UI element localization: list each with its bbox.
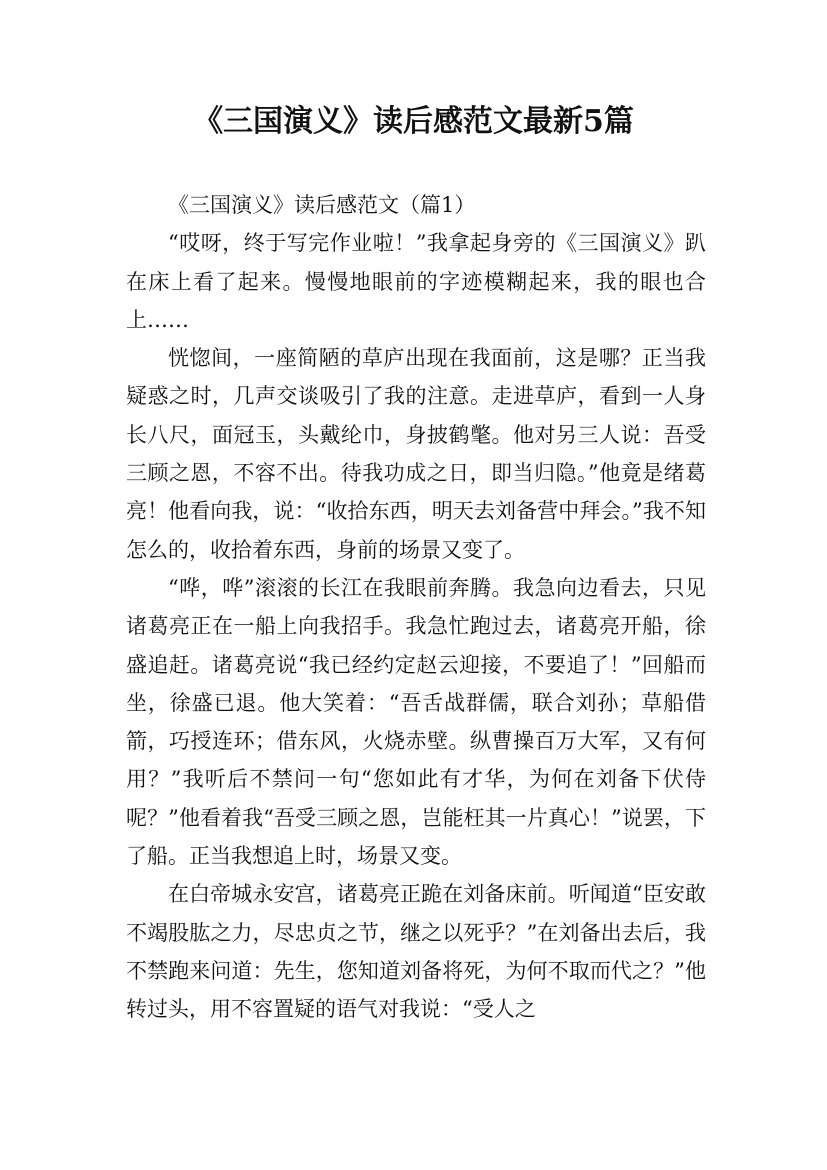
section-heading: 《三国演义》读后感范文（篇1） bbox=[168, 193, 476, 217]
document-title: 《三国演义》读后感范文最新5篇 bbox=[193, 104, 634, 139]
paragraph-3: “哗，哗”滚滚的长江在我眼前奔腾。我急向边看去，只见诸葛亮正在一船上向我招手。我急忙跑过去，诸葛亮开船，徐盛追赶。诸葛亮说“我已经约定赵云迎接，不要追了！”回船而坐，徐盛已退。他大笑着：“吾舌战群儒，联合刘孙；草船借箭，巧授连环；借东风，火烧赤壁。纵曹操百万大军，又有何用？”我听后不禁问一句“您如此有才华，为何在刘备下伏侍呢？”他看着我“吾受三顾之恩，岂能枉其一片真心！”说罢，下了船。正当我想追上时，场景又变。 bbox=[126, 575, 706, 869]
paragraph-4: 在白帝城永安宫，诸葛亮正跪在刘备床前。听闻道“臣安敢不竭股肱之力，尽忠贞之节，继之以死乎？”在刘备出去后，我不禁跑来问道：先生，您知道刘备将死，为何不取而代之？”他转过头，用不容置疑的语气对我说：“受人之 bbox=[126, 882, 706, 1022]
paragraph-1: “哎呀，终于写完作业啦！”我拿起身旁的《三国演义》趴在床上看了起来。慢慢地眼前的字迹模糊起来，我的眼也合上…… bbox=[126, 231, 706, 332]
paragraph-2: 恍惚间，一座简陋的草庐出现在我面前，这是哪？正当我疑惑之时，几声交谈吸引了我的注意。走进草庐，看到一人身长八尺，面冠玉，头戴纶巾，身披鹤氅。他对另三人说：吾受三顾之恩，不容不出。待我功成之日，即当归隐。”他竟是绪葛亮！他看向我，说：“收拾东西，明天去刘备营中拜会。”我不知怎么的，收拾着东西，身前的场景又变了。 bbox=[126, 346, 706, 562]
document-body bbox=[126, 186, 706, 1029]
